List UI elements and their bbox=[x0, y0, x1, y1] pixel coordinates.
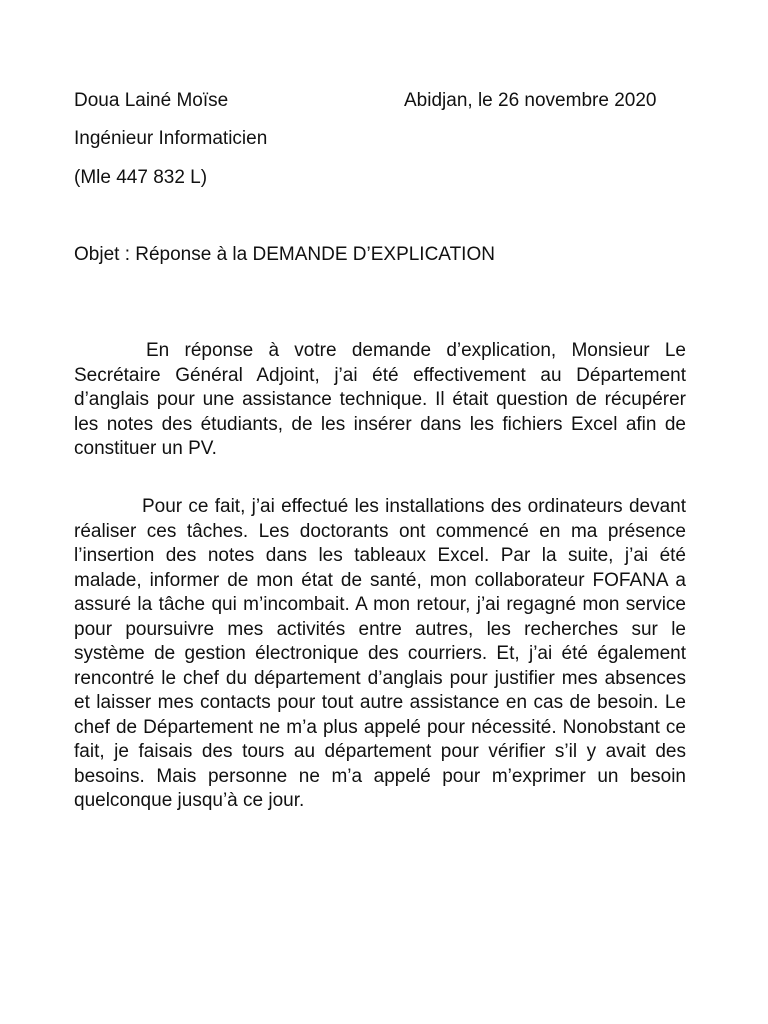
subject-line: Objet : Réponse à la DEMANDE D’EXPLICATION bbox=[74, 244, 495, 265]
sender-title: Ingénieur Informaticien bbox=[74, 128, 268, 149]
sender-id: (Mle 447 832 L) bbox=[74, 167, 208, 188]
place-date: Abidjan, le 26 novembre 2020 bbox=[404, 90, 657, 111]
body-paragraph-1: En réponse à votre demande d’explication, Monsieur Le Secrétaire Général Adjoint, j’ai été effectivement au Département d’anglais pour une assistance technique. Il était question de récupérer les notes des étudiants, de les insérer dans les fichiers Excel afin de constituer un PV. bbox=[74, 340, 686, 459]
body-paragraph-2: Pour ce fait, j’ai effectué les installations des ordinateurs devant réaliser ces tâches. Les doctorants ont commencé en ma présence l’insertion des notes dans les tableaux Excel. Par la suite, j’ai été malade, informer de mon état de santé, mon collaborateur FOFANA a assuré la tâche qui m’incombait. A mon retour, j’ai regagné mon service pour poursuivre mes activités entre autres, les recherches sur le système de gestion électronique des courriers. Et, j’ai été également rencontré le chef du département d’anglais pour justifier mes absences et laisser mes contacts pour tout autre assistance en cas de besoin. Le chef de Département ne m’a plus appelé pour nécessité. Nonobstant ce fait, je faisais des tours au département pour vérifier s’il y avait des besoins. Mais personne ne m’a appelé pour m’exprimer un besoin quelconque jusqu’à ce jour. bbox=[74, 496, 686, 811]
sender-name: Doua Lainé Moïse bbox=[74, 90, 229, 111]
